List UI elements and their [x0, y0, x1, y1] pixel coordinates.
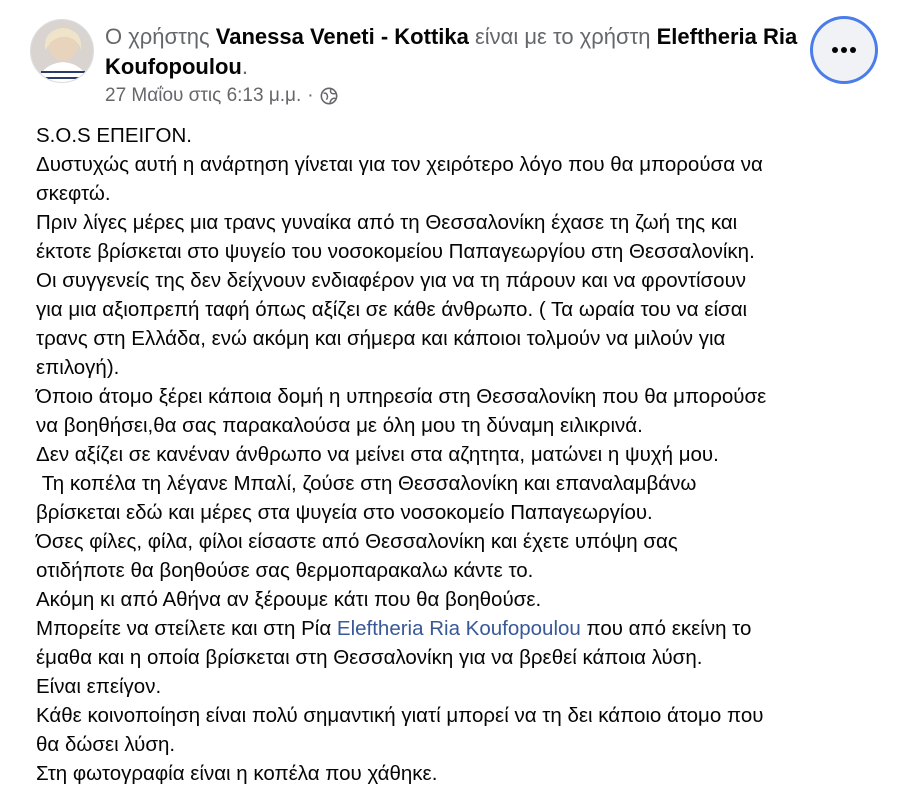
mention-prefix-text: Μπορείτε να στείλετε και στη Ρία [36, 617, 337, 640]
meta-separator: · [307, 85, 314, 106]
post-paragraph: Τη κοπέλα τη λέγανε Μπαλί, ζούσε στη Θεσσαλονίκη και επαναλαμβάνω βρίσκεται εδώ και μέρες στα ψυγεία στο νοσοκομείο Παπαγεωργίου. [36, 472, 697, 524]
header-suffix: . [241, 54, 248, 79]
post-paragraph: Στη φωτογραφία είναι η κοπέλα που χάθηκε. [36, 762, 438, 785]
avatar[interactable] [30, 19, 94, 83]
post-paragraph: Κάθε κοινοποίηση είναι πολύ σημαντική γιατί μπορεί να τη δει κάποιο άτομο που θα δώσει λύση. [36, 704, 764, 756]
post-paragraph: Ακόμη κι από Αθήνα αν ξέρουμε κάτι που θα βοηθούσε. [36, 588, 542, 611]
post-paragraph: Όποιο άτομο ξέρει κάποια δομή η υπηρεσία στη Θεσσαλονίκη που θα μπορούσε να βοηθήσει,θα σας παρακαλούσα με όλη μου τη δύναμη ειλικρινά. [36, 385, 767, 437]
more-options-icon [831, 46, 857, 54]
post-body [36, 121, 886, 788]
post-paragraph: S.O.S ΕΠΕΙΓΟΝ. [36, 124, 192, 147]
post-paragraph: Δεν αξίζει σε κανέναν άνθρωπο να μείνει στα αζητητα, ματώνει η ψυχή μου. [36, 443, 719, 466]
header-middle: είναι με το χρήστη [468, 24, 657, 49]
post-paragraph: Όσες φίλες, φίλα, φίλοι είσαστε από Θεσσαλονίκη και έχετε υπόψη σας οτιδήποτε θα βοηθούσε σας θερμοπαρακαλω κάντε το. [36, 530, 678, 582]
author-name-link[interactable]: Vanessa Veneti - Kottika [215, 24, 469, 49]
post-header [105, 22, 805, 82]
globe-icon[interactable] [320, 87, 338, 105]
post-paragraph: Δυστυχώς αυτή η ανάρτηση γίνεται για τον χειρότερο λόγο που θα μπορούσα να σκεφτώ. [36, 153, 763, 205]
post-paragraph-with-mention [36, 614, 886, 672]
header-prefix: Ο χρήστης [105, 24, 216, 49]
post-paragraph: Πριν λίγες μέρες μια τρανς γυναίκα από τη Θεσσαλονίκη έχασε τη ζωή της και έκτοτε βρίσκεται στο ψυγείο του νοσοκομείου Παπαγεωργίου στη Θεσσαλονίκη. [36, 211, 755, 263]
post-paragraph: Είναι επείγον. [36, 675, 162, 698]
profile-photo [31, 20, 94, 83]
mention-suffix-text: που από εκείνη το έμαθα και η οποία βρίσκεται στη Θεσσαλονίκη για να βρεθεί κάποια λύση. [36, 617, 752, 669]
post-paragraph: Οι συγγενείς της δεν δείχνουν ενδιαφέρον για να τη πάρουν και να φροντίσουν για μια αξιοπρεπή ταφή όπως αξίζει σε κάθε άνθρωπο. ( Τα ωραία του να είσαι τρανς στη Ελλάδα, ενώ ακόμη και σήμερα και κάποιοι τολμούν να μιλούν για επιλογή). [36, 269, 748, 379]
mention-link[interactable]: Eleftheria Ria Koufopoulou [336, 617, 581, 640]
more-options-button[interactable] [813, 19, 875, 81]
post-timestamp-link[interactable]: 27 Μαΐου στις 6:13 μ.μ. [105, 85, 302, 106]
tagged-user-link[interactable]: Eleftheria Ria Koufopoulou [105, 24, 798, 79]
post-meta [105, 84, 338, 108]
